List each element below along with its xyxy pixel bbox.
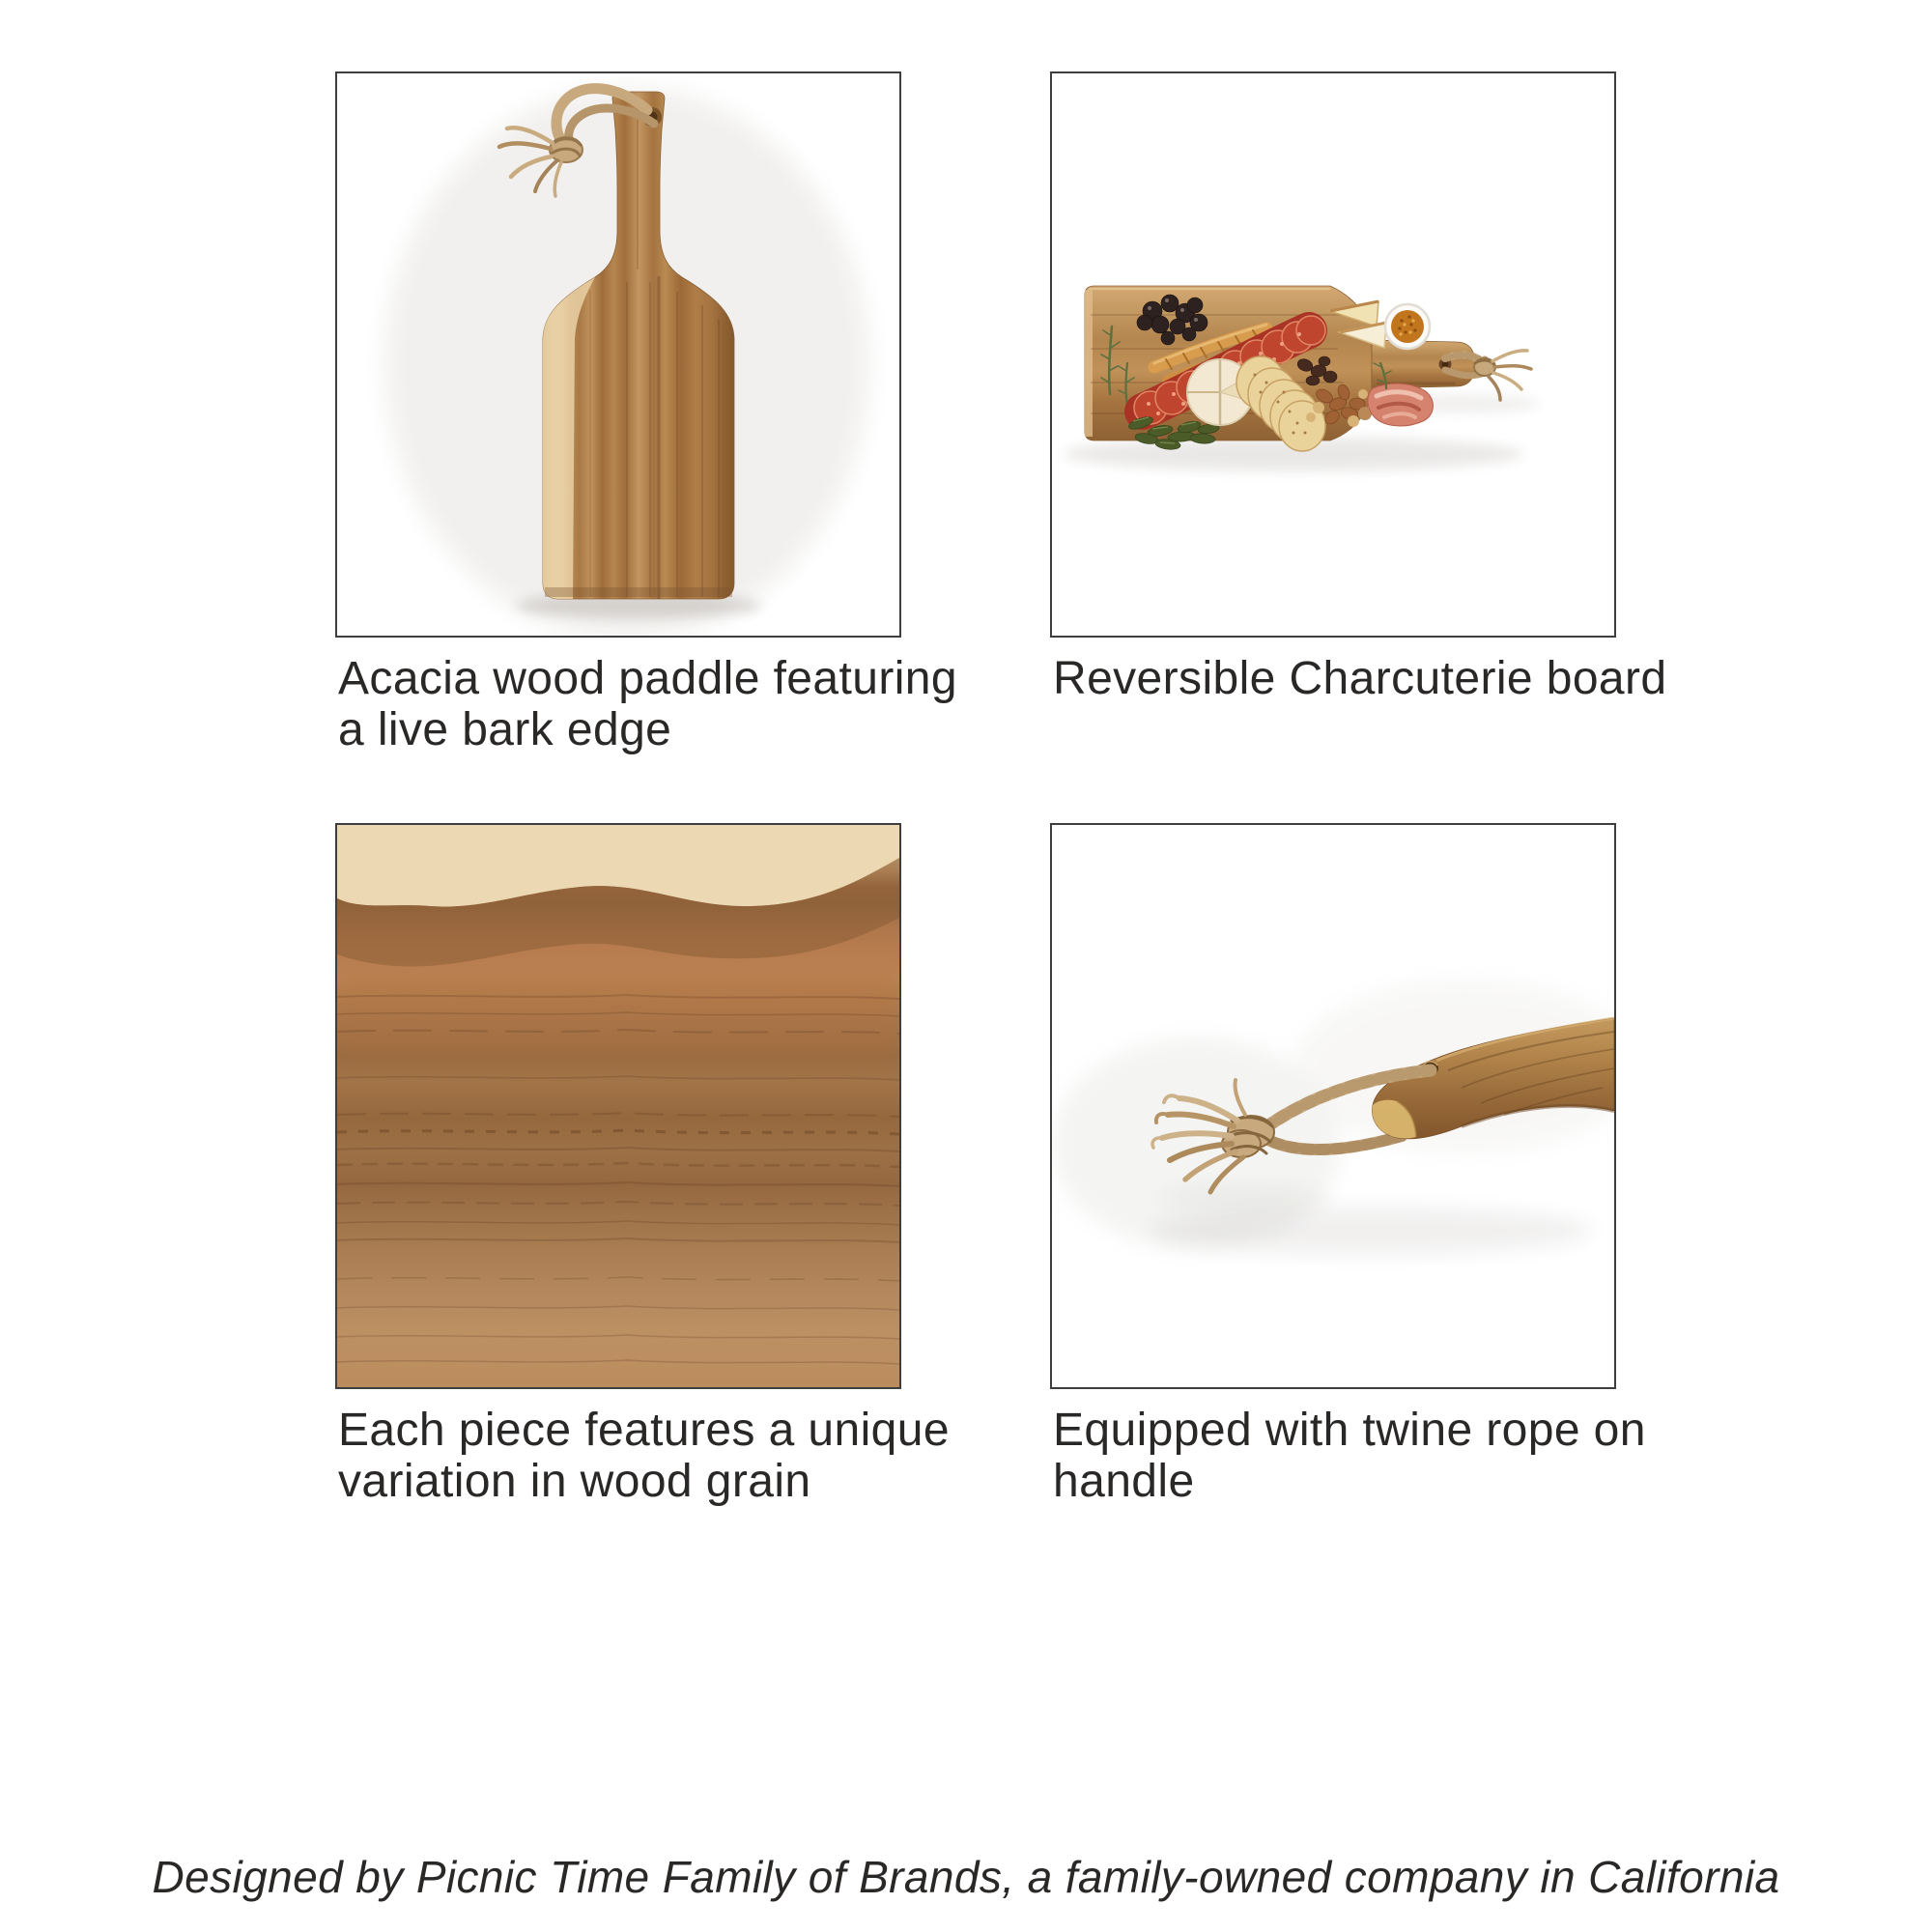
caption-line: Each piece features a unique (338, 1405, 950, 1456)
caption-line: handle (1053, 1456, 1195, 1507)
board-bottom-edge (545, 587, 732, 597)
caption-line: Equipped with twine rope on (1053, 1405, 1646, 1456)
caption-line: variation in wood grain (338, 1456, 811, 1507)
caption-grain (338, 1405, 1024, 1507)
caption-line: Reversible Charcuterie board (1053, 653, 1667, 704)
plank-end-face (1085, 290, 1093, 437)
acacia-paddle-photo (337, 73, 899, 636)
board-handle (1372, 340, 1475, 388)
wood-grain-closeup-photo (337, 825, 899, 1387)
caption-paddle (338, 653, 1024, 755)
caption-twine (1053, 1405, 1739, 1507)
feature-photo-frame-charcuterie (1050, 71, 1616, 638)
caption-line: a live bark edge (338, 704, 672, 755)
handle-shadow (1149, 1208, 1593, 1254)
rope-shadow (1158, 1186, 1332, 1209)
twine-rope-handle-photo (1052, 825, 1614, 1387)
feature-photo-frame-paddle (335, 71, 901, 638)
prosciutto (1368, 384, 1433, 426)
charcuterie-board-photo (1052, 73, 1614, 636)
caption-charcuterie (1053, 653, 1739, 704)
red-grain-band (337, 968, 899, 1055)
feature-photo-frame-grain (335, 823, 901, 1389)
brand-footer-text: Designed by Picnic Time Family of Brands, a family-owned company in California (152, 1852, 1780, 1902)
caption-line: Acacia wood paddle featuring (338, 653, 957, 704)
mustard-ramekin (1385, 304, 1430, 349)
feature-photo-frame-twine (1050, 823, 1616, 1389)
twine-rope (1445, 351, 1531, 400)
